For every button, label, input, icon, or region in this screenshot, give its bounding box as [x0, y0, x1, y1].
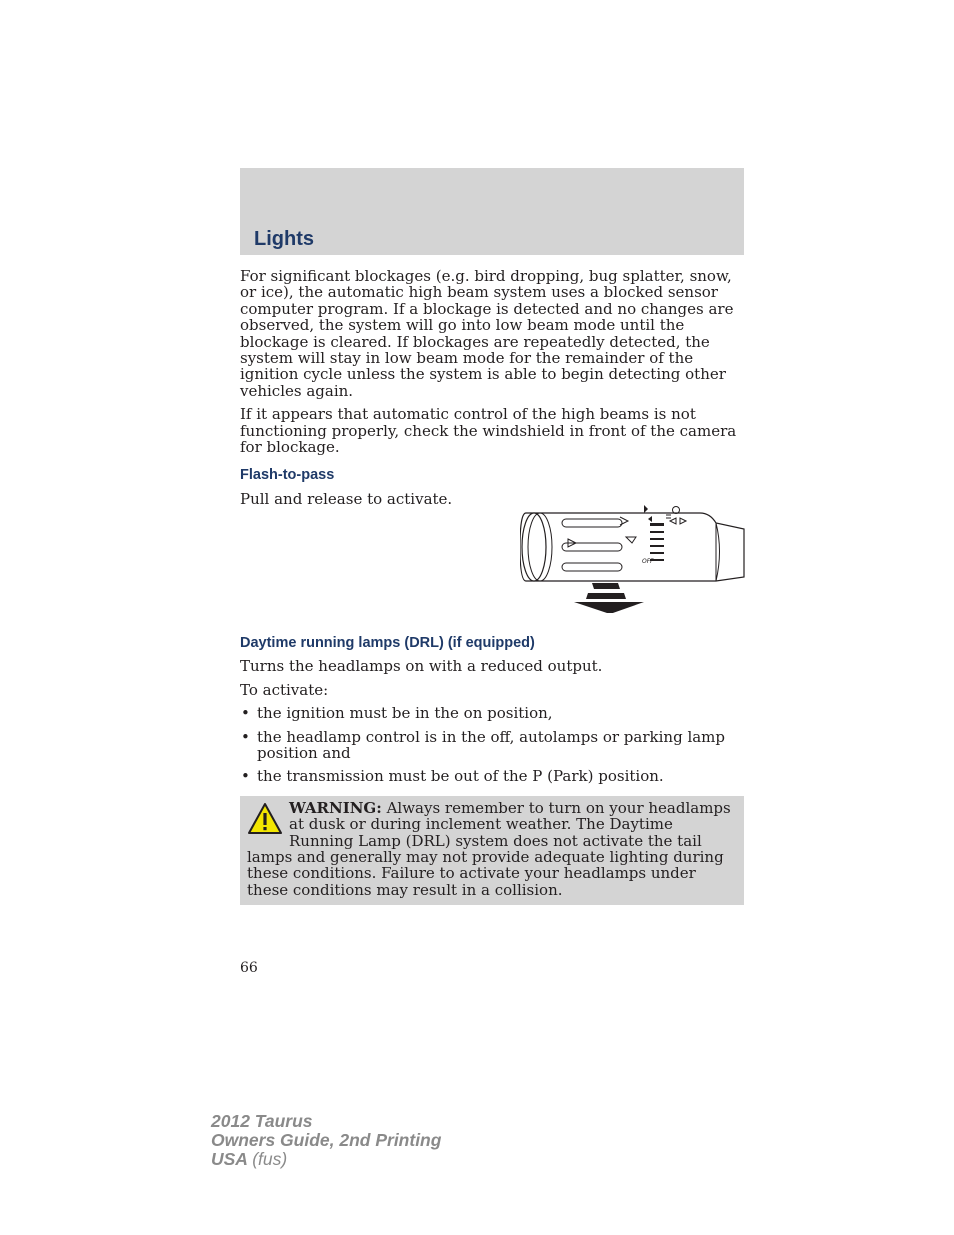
warning-box: [240, 796, 744, 905]
drl-intro: Turns the headlamps on with a reduced output.: [240, 657, 603, 676]
footer-edition: Owners Guide, 2nd Printing: [211, 1130, 442, 1150]
drl-heading: Daytime running lamps (DRL) (if equipped): [240, 634, 535, 651]
page-number: 66: [240, 960, 258, 976]
multifunction-stalk-illustration: [520, 501, 746, 613]
footer-model: 2012 Taurus: [211, 1111, 313, 1131]
bullet-icon: •: [241, 727, 250, 746]
bullet-icon: •: [241, 704, 250, 723]
bullet-icon: •: [241, 767, 250, 786]
list-item: [240, 729, 744, 762]
list-item: [240, 705, 744, 721]
drl-conditions-list: [240, 705, 744, 785]
footer-region-code: (fus): [252, 1149, 288, 1169]
section-header-band: [240, 168, 744, 255]
page-content: [240, 268, 744, 905]
stalk-off-label: OFF: [642, 557, 654, 565]
document-footer: [211, 1112, 441, 1169]
flash-to-pass-text: Pull and release to activate.: [240, 489, 453, 508]
list-item-text: the headlamp control is in the off, autolamps or parking lamp position and: [257, 727, 726, 762]
warning-text: Always remember to turn on your headlamps at dusk or during inclement weather. The Daytime Running Lamp (DRL) system does not activate the tail lamps and generally may not provide adequate lighting during these conditions. Failure to activate your headlamps under these conditions may result in a collision.: [247, 798, 731, 899]
list-item-text: the ignition must be in the on position,: [257, 704, 553, 723]
warning-label: WARNING:: [289, 798, 382, 817]
list-item: [240, 768, 744, 784]
warning-triangle-icon: [247, 802, 283, 836]
blockage-paragraph: For significant blockages (e.g. bird dropping, bug splatter, snow, or ice), the automatic high beam system uses a blocked sensor computer program. If a blockage is detected and no changes are observed, the system will go into low beam mode until the blockage is cleared. If blockages are repeatedly detected, the system will stay in low beam mode for the remainder of the ignition cycle unless the system is able to begin detecting other vehicles again.: [240, 267, 734, 400]
footer-region: USA (fus): [211, 1149, 288, 1169]
section-title: Lights: [254, 228, 314, 250]
list-item-text: the transmission must be out of the P (Park) position.: [257, 767, 664, 786]
check-windshield-paragraph: If it appears that automatic control of the high beams is not functioning properly, check the windshield in front of the camera for blockage.: [240, 405, 737, 457]
drl-to-activate: To activate:: [240, 680, 329, 699]
flash-to-pass-block: [240, 491, 744, 631]
flash-to-pass-heading: Flash-to-pass: [240, 467, 335, 484]
